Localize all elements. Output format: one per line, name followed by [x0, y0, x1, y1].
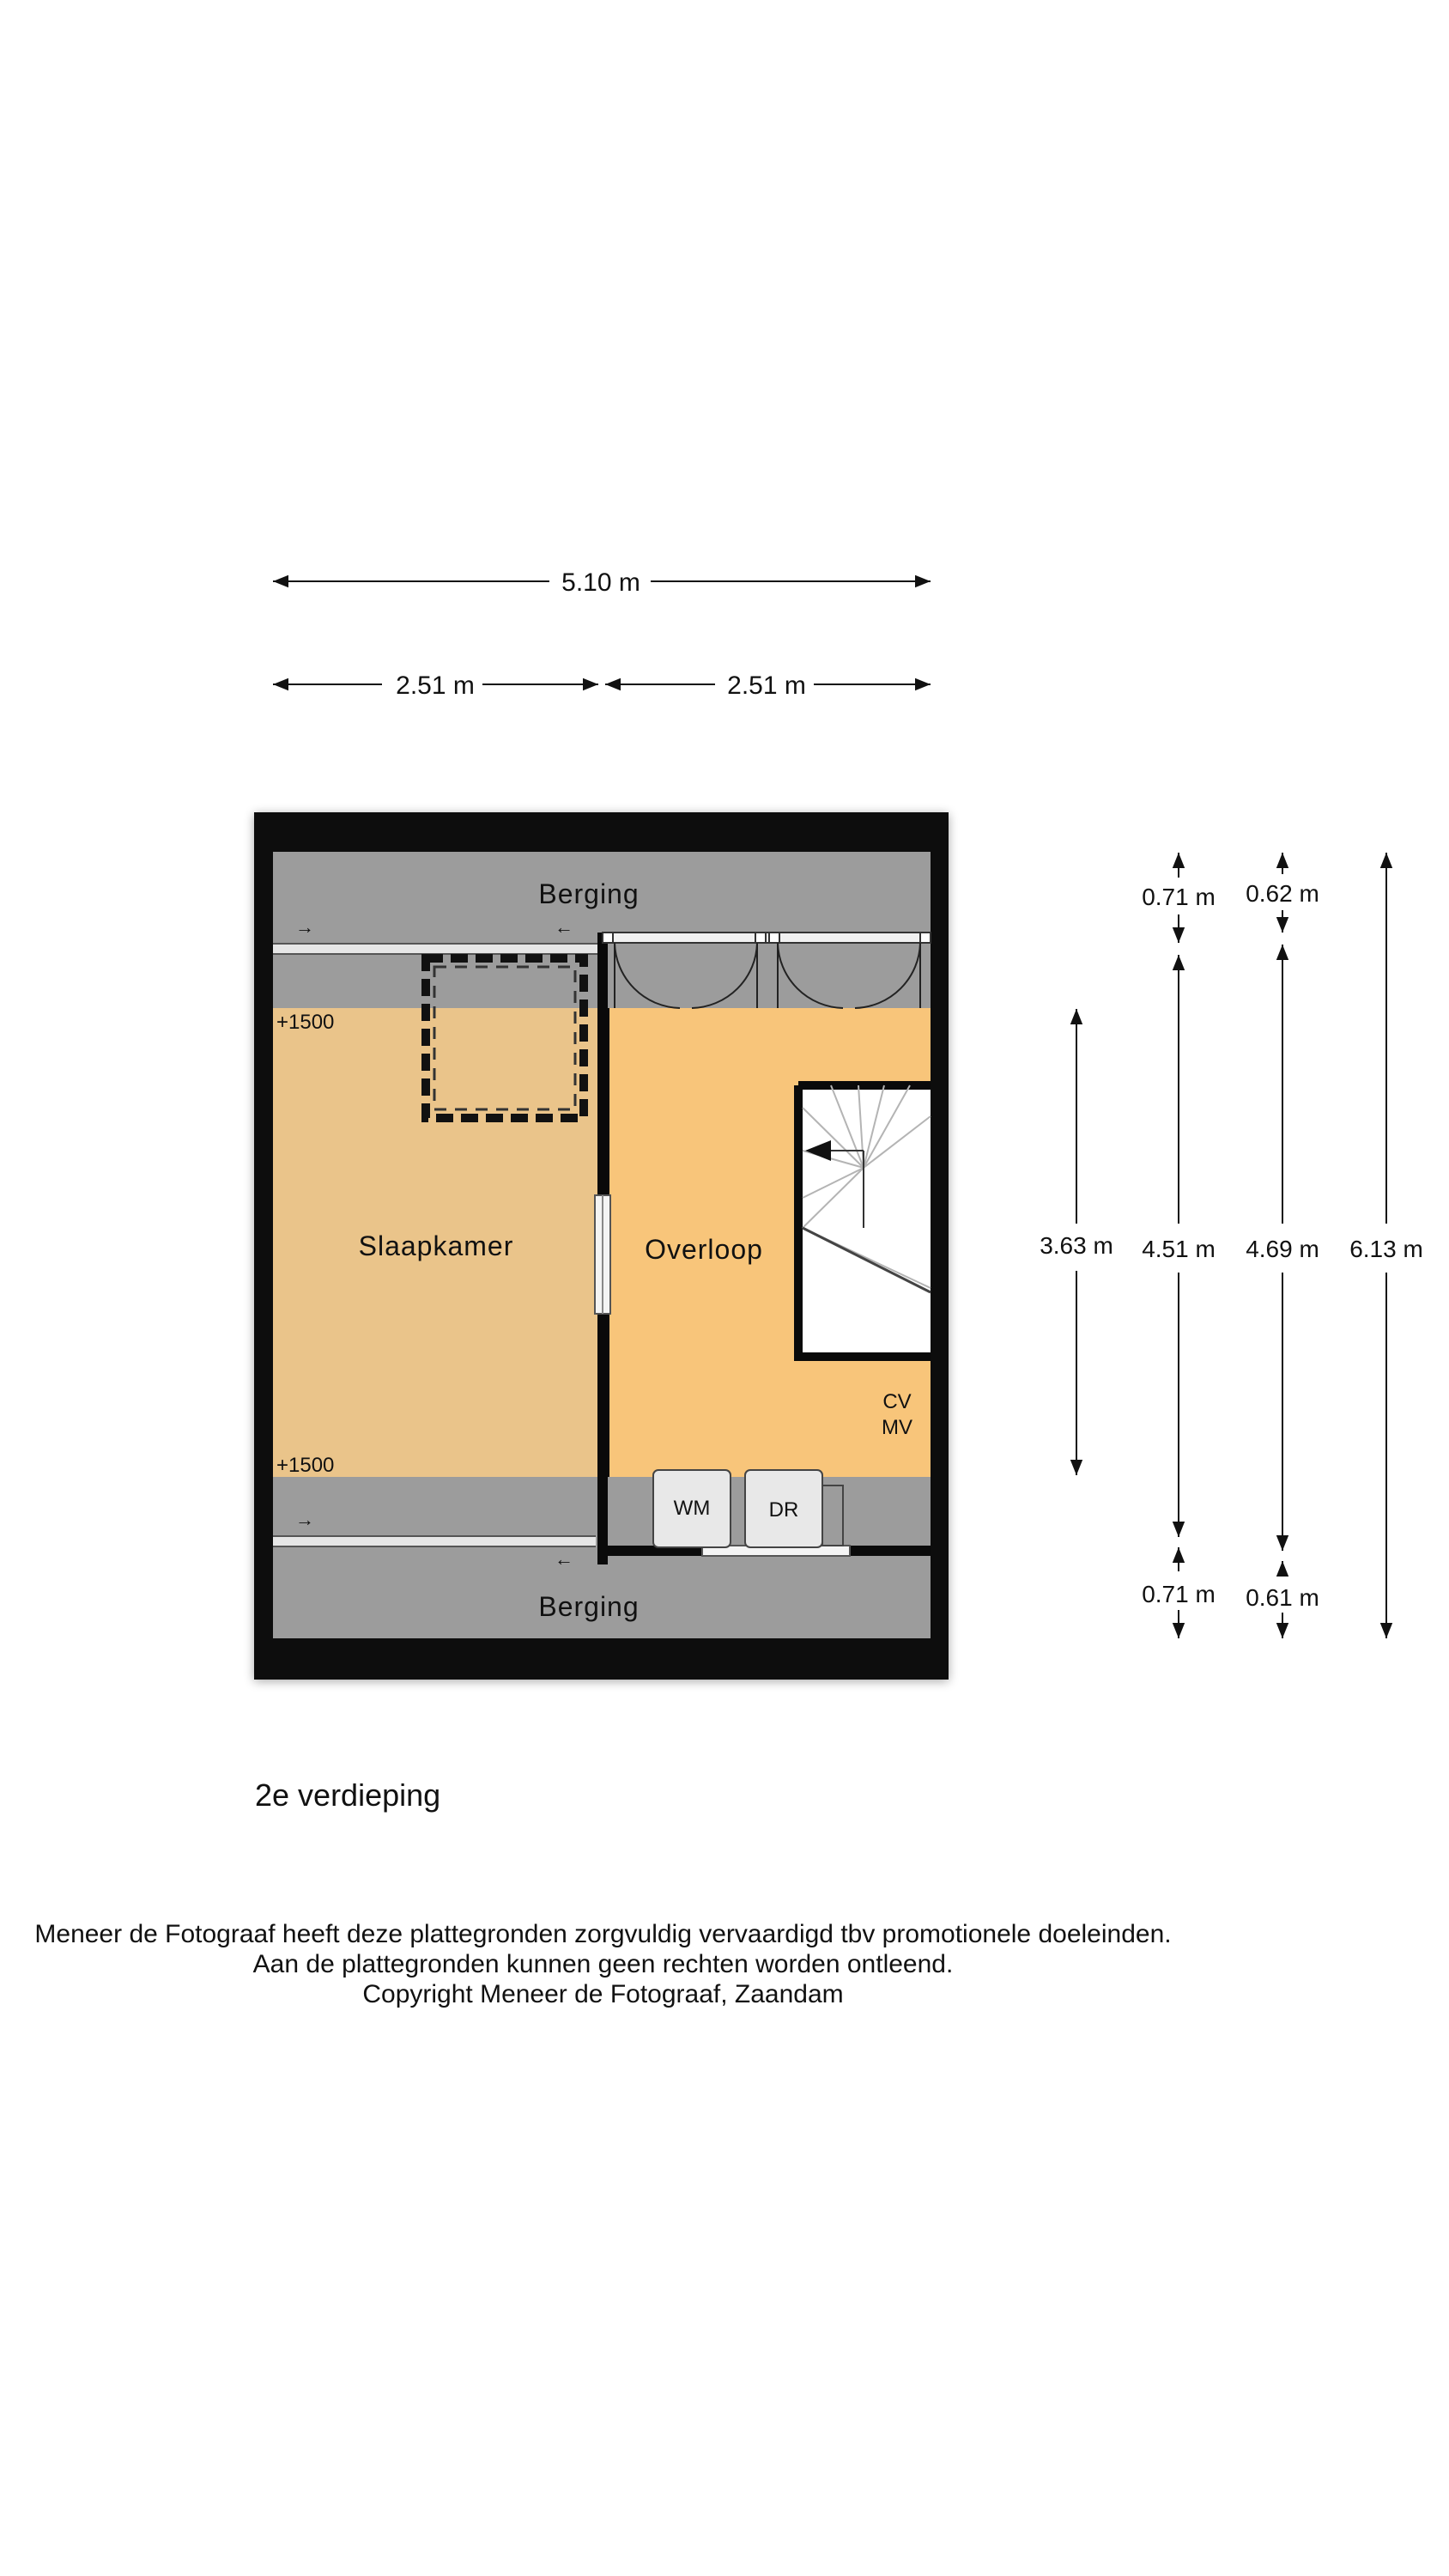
dimension-label: 3.63 m — [1040, 1232, 1113, 1259]
dimension-width-right — [605, 671, 931, 700]
dr-label: DR — [768, 1498, 799, 1522]
wm-label: WM — [673, 1497, 711, 1520]
arrow-left-icon: ← — [555, 916, 573, 938]
dimension-label: 5.10 m — [561, 568, 640, 597]
disclaimer — [0, 1919, 1206, 2009]
building — [254, 812, 949, 1680]
mv-label: MV — [882, 1416, 912, 1439]
knee-wall-top — [273, 943, 599, 955]
dimension-width-left — [273, 671, 598, 700]
cv-label: CV — [882, 1390, 912, 1413]
dimension-overloop-height — [1040, 1009, 1113, 1475]
dimension-label: 2.51 m — [396, 671, 475, 700]
height-annotation-top: +1500 — [276, 1011, 335, 1034]
washing-machine — [653, 1470, 731, 1547]
room-label-berging-top: Berging — [538, 878, 640, 909]
dimension-label: 0.62 m — [1246, 880, 1319, 907]
disclaimer-line: Aan de plattegronden kunnen geen rechten worden ontleend. — [252, 1950, 954, 1978]
arrow-right-icon: → — [295, 1509, 314, 1530]
dimension-label: 6.13 m — [1349, 1236, 1423, 1262]
disclaimer-line: Copyright Meneer de Fotograaf, Zaandam — [362, 1980, 844, 2008]
dimension-label: 2.51 m — [727, 671, 806, 700]
dimension-label: 4.51 m — [1142, 1236, 1216, 1262]
room-label-slaapkamer: Slaapkamer — [358, 1230, 514, 1261]
room-label-overloop: Overloop — [645, 1234, 763, 1265]
dimension-total-depth — [1349, 853, 1423, 1638]
knee-wall-bottom — [273, 1535, 596, 1547]
dimension-total-width — [273, 568, 931, 597]
dimension-label: 4.69 m — [1246, 1236, 1319, 1262]
dimension-column-2 — [1246, 853, 1319, 1638]
dimension-label: 0.71 m — [1142, 884, 1216, 910]
arrow-left-icon: ← — [555, 1548, 573, 1570]
dimension-label: 0.71 m — [1142, 1581, 1216, 1607]
arrow-right-icon: → — [295, 916, 314, 938]
height-annotation-bottom: +1500 — [276, 1454, 335, 1477]
dimension-label: 0.61 m — [1246, 1584, 1319, 1611]
disclaimer-line: Meneer de Fotograaf heeft deze plattegronden zorgvuldig vervaardigd tbv promotionele doeleinden. — [34, 1920, 1172, 1948]
staircase — [798, 1085, 931, 1357]
room-label-berging-bottom: Berging — [538, 1591, 640, 1622]
floor-title: 2e verdieping — [255, 1777, 441, 1813]
dimension-column-1 — [1142, 853, 1216, 1638]
